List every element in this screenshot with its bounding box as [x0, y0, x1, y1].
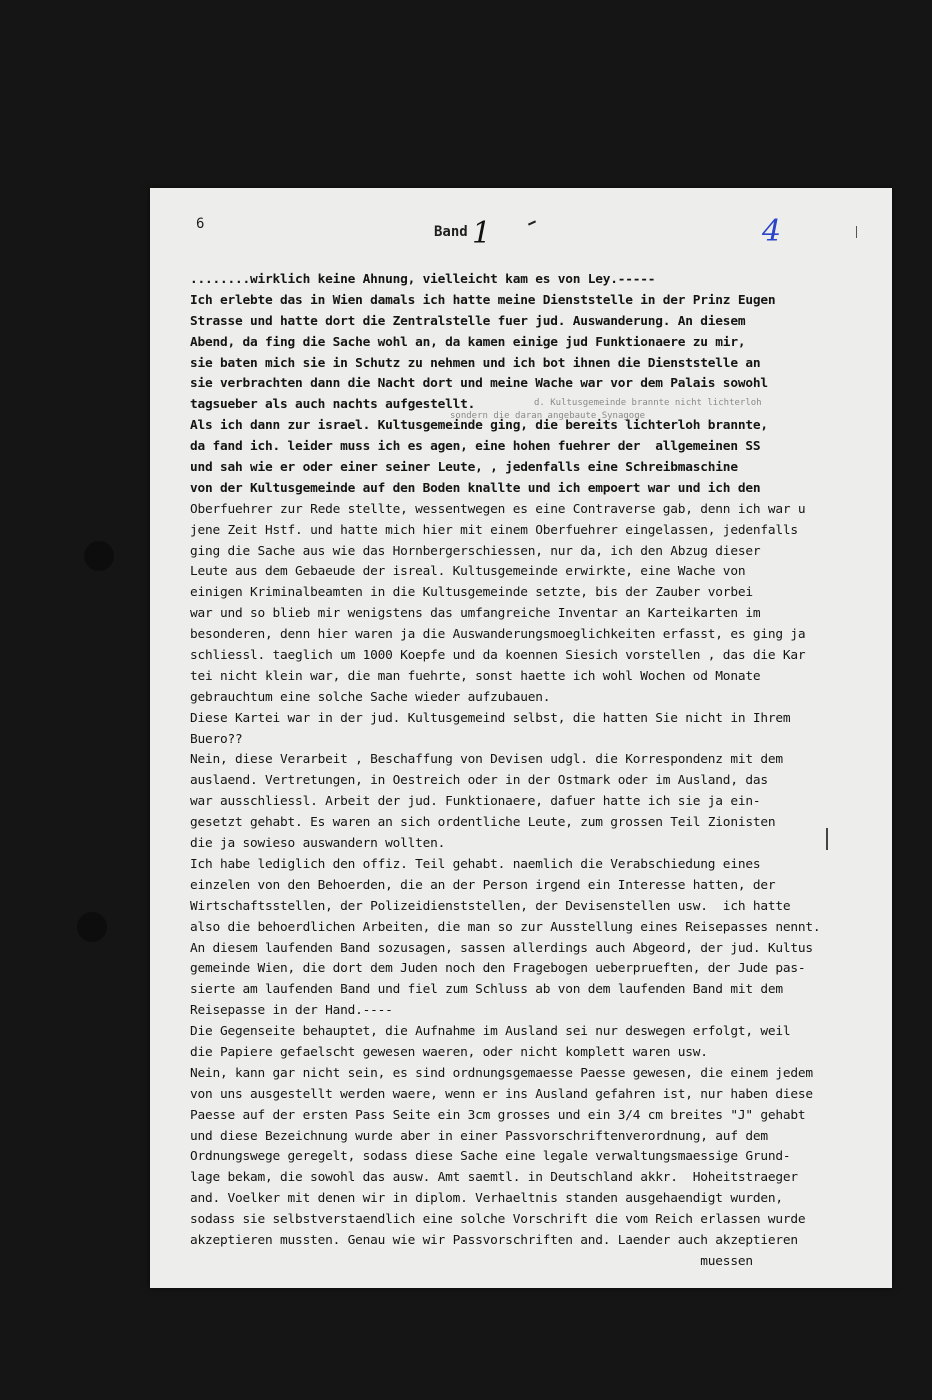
text-line: Reisepasse in der Hand.---- — [190, 1003, 393, 1019]
text-line: von der Kultusgemeinde auf den Boden knallte und ich empoert war und ich den — [190, 480, 761, 496]
text-line: jene Zeit Hstf. und hatte mich hier mit einem Oberfuehrer eingelassen, jedenfalls — [190, 522, 798, 538]
text-line: gebrauchtum eine solche Sache wieder aufzubauen. — [190, 689, 551, 705]
text-line: Buero?? — [190, 731, 243, 747]
text-line: muessen — [190, 1253, 753, 1269]
text-line: Leute aus dem Gebaeude der isreal. Kultusgemeinde erwirkte, eine Wache von — [190, 564, 746, 580]
text-line: Die Gegenseite behauptet, die Aufnahme im Ausland sei nur deswegen erfolgt, weil — [190, 1024, 791, 1040]
band-label: Band — [434, 224, 468, 240]
blue-handwritten-mark: 4 — [762, 214, 782, 249]
text-line: Abend, da fing die Sache wohl an, da kamen einige jud Funktionaere zu mir, — [190, 334, 746, 350]
text-line: and. Voelker mit denen wir in diplom. Verhaeltnis standen ausgehaendigt wurden, — [190, 1191, 783, 1207]
overlay-correction-line-2: sondern die daran angebaute Synagoge — [450, 411, 646, 421]
text-line: Nein, kann gar nicht sein, es sind ordnungsgemaesse Paesse gewesen, die einem jedem — [190, 1065, 813, 1081]
text-line: Strasse und hatte dort die Zentralstelle fuer jud. Auswanderung. An diesem — [190, 313, 746, 329]
typed-transcript — [190, 270, 866, 1273]
text-line: auslaend. Vertretungen, in Oestreich oder in der Ostmark oder im Ausland, das — [190, 773, 768, 789]
text-line: tei nicht klein war, die man fuehrte, sonst haette ich wohl Wochen od Monate — [190, 668, 761, 684]
punch-hole-top — [84, 541, 114, 571]
text-line: sie verbrachten dann die Nacht dort und meine Wache war vor dem Palais sowohl — [190, 376, 768, 392]
overlay-correction-line-1: d. Kultusgemeinde brannte nicht lichterloh — [534, 398, 762, 408]
text-line: lage bekam, die sowohl das ausw. Amt saemtl. in Deutschland akkr. Hoheitstraeger — [190, 1170, 798, 1186]
pen-tick-mark — [528, 220, 536, 225]
text-line: Ordnungswege geregelt, sodass diese Sache eine legale verwaltungsmaessige Grund- — [190, 1149, 791, 1165]
text-line: einigen Kriminalbeamten in die Kultusgemeinde setzte, bis der Zauber vorbei — [190, 585, 753, 601]
text-line: Wirtschaftsstellen, der Polizeidienststellen, der Devisenstellen usw. ich hatte — [190, 898, 791, 914]
text-line: war ausschliessl. Arbeit der jud. Funktionaere, dafuer hatte ich sie ja ein- — [190, 794, 761, 810]
text-line: Nein, diese Verarbeit , Beschaffung von Devisen udgl. die Korrespondenz mit dem — [190, 752, 783, 768]
page-number: 6 — [196, 216, 205, 232]
punch-hole-bottom — [77, 912, 107, 942]
text-line: sodass sie selbstverstaendlich eine solche Vorschrift die vom Reich erlassen wurde — [190, 1212, 806, 1228]
text-line: gesetzt gehabt. Es waren an sich ordentliche Leute, zum grossen Teil Zionisten — [190, 815, 776, 831]
text-line: von uns ausgestellt werden waere, wenn er ins Ausland gefahren ist, nur haben diese — [190, 1086, 813, 1102]
document-page — [150, 188, 892, 1288]
text-line: war und so blieb mir wenigstens das umfangreiche Inventar an Karteikarten im — [190, 606, 761, 622]
text-line: und sah wie er oder einer seiner Leute, , jedenfalls eine Schreibmaschine — [190, 460, 738, 476]
text-line: da fand ich. leider muss ich es agen, eine hohen fuehrer der allgemeinen SS — [190, 439, 761, 455]
text-line: An diesem laufenden Band sozusagen, sassen allerdings auch Abgeord, der jud. Kultus — [190, 940, 813, 956]
text-line: Als ich dann zur israel. Kultusgemeinde ging, die bereits lichterloh brannte, — [190, 418, 768, 434]
text-line: sierte am laufenden Band und fiel zum Schluss ab von dem laufenden Band mit dem — [190, 982, 783, 998]
text-line: Paesse auf der ersten Pass Seite ein 3cm grosses und ein 3/4 cm breites "J" gehabt — [190, 1107, 806, 1123]
text-line: also die behoerdlichen Arbeiten, die man so zur Ausstellung eines Reisepasses nennt. — [190, 919, 821, 935]
text-line: sie baten mich sie in Schutz zu nehmen und ich bot ihnen die Dienststelle an — [190, 355, 761, 371]
text-line: die ja sowieso auswandern wollten. — [190, 836, 446, 852]
corner-pencil-mark — [856, 226, 857, 238]
text-line: und diese Bezeichnung wurde aber in einer Passvorschriftenverordnung, auf dem — [190, 1128, 768, 1144]
text-line: Ich erlebte das in Wien damals ich hatte meine Dienststelle in der Prinz Eugen — [190, 292, 776, 308]
text-line: ........wirklich keine Ahnung, vielleicht kam es von Ley.----- — [190, 272, 656, 287]
text-line: gemeinde Wien, die dort dem Juden noch den Fragebogen ueberprueften, der Jude pas- — [190, 961, 806, 977]
text-line: tagsueber als auch nachts aufgestellt. — [190, 397, 476, 413]
text-line: akzeptieren mussten. Genau wie wir Passvorschriften and. Laender auch akzeptieren — [190, 1232, 798, 1248]
text-line: einzelen von den Behoerden, die an der Person irgend ein Interesse hatten, der — [190, 877, 776, 893]
band-number-handwritten: 1 — [472, 216, 492, 251]
text-line: die Papiere gefaelscht gewesen waeren, oder nicht komplett waren usw. — [190, 1044, 708, 1060]
text-line: Ich habe lediglich den offiz. Teil gehabt. naemlich die Verabschiedung eines — [190, 856, 761, 872]
text-line: Oberfuehrer zur Rede stellte, wessentwegen es eine Contraverse gab, denn ich war u — [190, 501, 806, 517]
text-line: Diese Kartei war in der jud. Kultusgemeind selbst, die hatten Sie nicht in Ihrem — [190, 710, 791, 726]
text-line: ging die Sache aus wie das Hornbergerschiessen, nur da, ich den Abzug dieser — [190, 543, 761, 559]
text-line: besonderen, denn hier waren ja die Auswanderungsmoeglichkeiten erfasst, es ging ja — [190, 627, 806, 643]
text-line: schliessl. taeglich um 1000 Koepfe und da koennen Siesich vorstellen , das die Kar — [190, 648, 806, 664]
